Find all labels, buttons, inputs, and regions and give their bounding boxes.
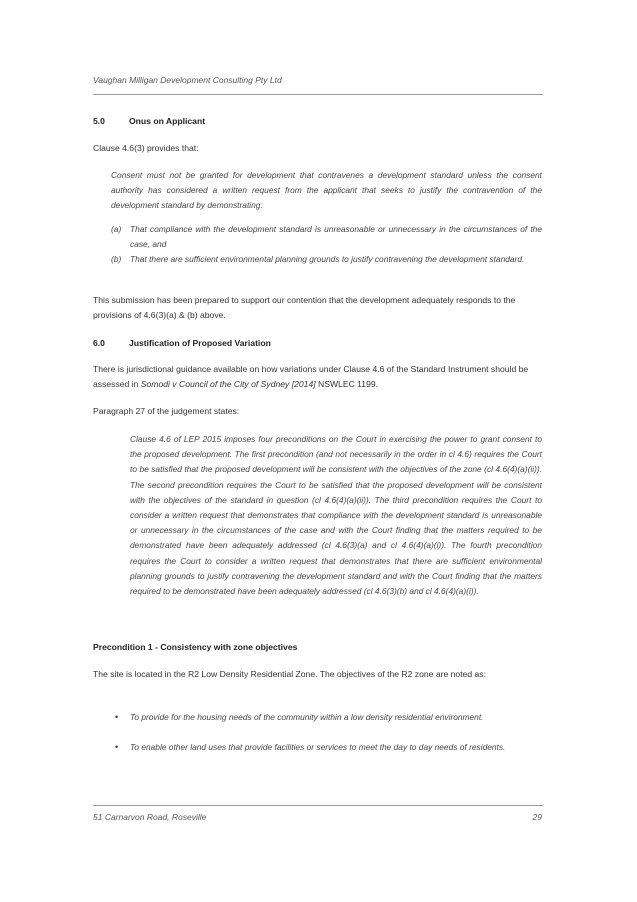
section-6-para-1: [93, 362, 543, 392]
section-6-para-1-end: NSWLEC 1199.: [315, 379, 379, 389]
section-5-number: 5.0: [93, 116, 105, 126]
precondition-1-para: The site is located in the R2 Low Density Residential Zone. The objectives of the R2 zone are noted as:: [93, 669, 486, 679]
section-6-para-1-start: There is jurisdictional guidance available on how variations under Clause 4.6 of the Standard Instrument should be assessed in: [93, 364, 529, 389]
footer-rule: [93, 805, 543, 806]
item-b-marker: (b): [111, 254, 122, 264]
header-company: Vaughan Milligan Development Consulting Pty Ltd: [93, 75, 282, 85]
judgement-quote: Clause 4.6 of LEP 2015 imposes four preconditions on the Court in exercising the power to grant consent to the proposed development. The first precondition (and not necessarily in the order in cl 4.6) requires the Court to be satisfied that the proposed development will be consistent with the objectives of the zone (cl 4.6(4)(a)(ii)). The second precondition requires the Court to be satisfied that the proposed development will be consistent with the objectives of the standard in question (cl 4.6(4)(a)(ii)). The third precondition requires the Court to consider a written request that demonstrates that compliance with the development standard is unreasonable or unnecessary in the circumstances of the case and with the Court finding that the matters required to be demonstrated have been adequately addressed (cl 4.6(3)(a) and cl 4.6(4)(a)(i)). The fourth precondition requires the Court to consider a written request that demonstrates that there are sufficient environmental planning grounds to justify contravening the development standard and with the Court finding that the matters required to be demonstrated have been adequately addressed (cl 4.6(3)(b) and cl 4.6(4)(a)(i)).: [130, 434, 542, 597]
precondition-1-title: Precondition 1 - Consistency with zone objectives: [93, 642, 298, 652]
section-5-intro: Clause 4.6(3) provides that:: [93, 143, 199, 153]
section-6-title: Justification of Proposed Variation: [129, 338, 271, 348]
section-5-closing: This submission has been prepared to support our contention that the development adequately responds to the provisions of 4.6(3)(a) & (b) above.: [93, 295, 516, 320]
bullet-marker: •: [115, 712, 119, 722]
item-a-text: That compliance with the development standard is unreasonable or unnecessary in the circumstances of the case, and: [130, 224, 542, 250]
section-6-number: 6.0: [93, 338, 105, 348]
bullet-marker: •: [115, 742, 119, 752]
page-number: 29: [532, 812, 542, 822]
case-citation: Somodi v Council of the City of Sydney [2014]: [140, 379, 316, 389]
section-6-para-2: Paragraph 27 of the judgement states:: [93, 406, 240, 416]
section-5-title: Onus on Applicant: [129, 116, 206, 126]
header-rule: [93, 94, 543, 95]
zone-objective-1: To provide for the housing needs of the community within a low density residential environment.: [130, 712, 484, 722]
zone-objective-2: To enable other land uses that provide facilities or services to meet the day to day needs of residents.: [130, 742, 506, 752]
item-b-text: That there are sufficient environmental planning grounds to justify contravening the development standard.: [130, 254, 525, 264]
item-a-marker: (a): [111, 224, 122, 234]
section-5-quote: Consent must not be granted for development that contravenes a development standard unless the consent authority has considered a written request from the applicant that seeks to justify the contravention of the development standard by demonstrating:: [111, 170, 542, 211]
footer-address: 51 Carnarvon Road, Roseville: [93, 812, 207, 822]
